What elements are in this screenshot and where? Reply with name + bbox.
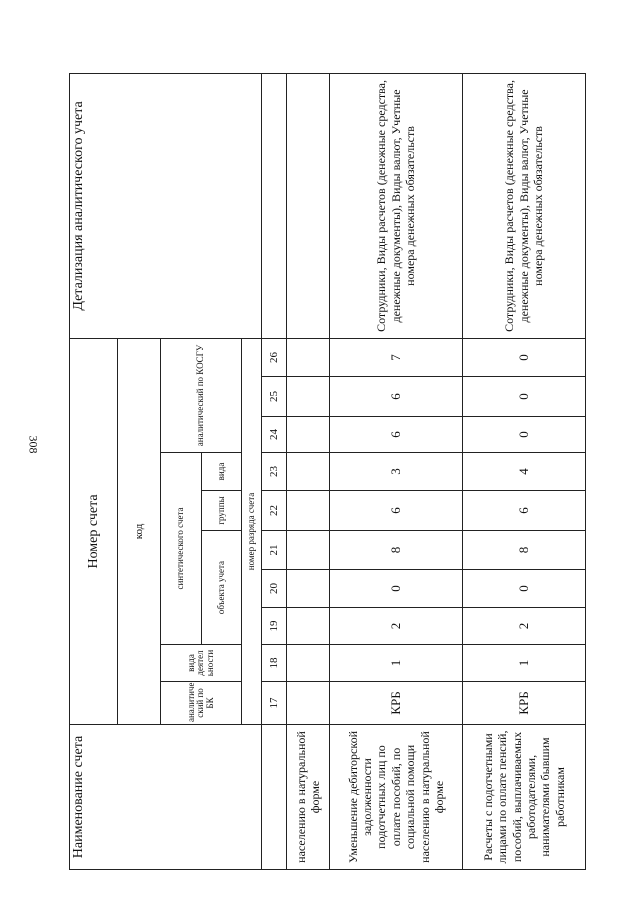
header-analytic-bk: аналитиче ский по БК xyxy=(161,682,242,725)
table-cell: 2 xyxy=(330,608,463,645)
table-cell: 7 xyxy=(330,338,463,376)
table-cell: 8 xyxy=(463,531,586,570)
digit-17: 17 xyxy=(262,682,287,725)
table-cell: 6 xyxy=(463,491,586,531)
header-analytic-kosgu: аналитический по КОСГУ xyxy=(161,338,242,452)
table-cell: 2 xyxy=(463,608,586,645)
digit-spacer-right xyxy=(262,73,287,338)
row-detail: Сотрудники, Виды расчетов (денежные средства, денежные документы), Виды валют, Учетные номера денежных обязательств xyxy=(463,73,586,338)
table-cell: 6 xyxy=(330,377,463,417)
table-cell: 0 xyxy=(463,338,586,376)
table-cell xyxy=(287,417,330,453)
table-cell: 1 xyxy=(463,645,586,682)
header-type: вида xyxy=(202,453,242,491)
digit-24: 24 xyxy=(262,417,287,453)
accounts-table xyxy=(69,73,586,870)
table-cell: КРБ xyxy=(463,682,586,725)
digit-18: 18 xyxy=(262,645,287,682)
table-cell: 6 xyxy=(330,491,463,531)
digit-19: 19 xyxy=(262,608,287,645)
table-cell: КРБ xyxy=(330,682,463,725)
rotated-page-content xyxy=(69,74,585,870)
digit-26: 26 xyxy=(262,338,287,376)
table-row xyxy=(287,73,330,869)
page-number: 308 xyxy=(26,435,41,454)
table-cell xyxy=(287,338,330,376)
header-account-number: Номер счета xyxy=(70,338,118,724)
table-cell xyxy=(287,608,330,645)
header-digit-number: номер разряда счета xyxy=(242,338,262,724)
row-name: населению в натуральной форме xyxy=(287,725,330,870)
header-groups: группы xyxy=(202,491,242,531)
digit-20: 20 xyxy=(262,570,287,608)
table-cell: 0 xyxy=(330,570,463,608)
row-detail xyxy=(287,73,330,338)
digit-23: 23 xyxy=(262,453,287,491)
digit-25: 25 xyxy=(262,377,287,417)
table-cell: 4 xyxy=(463,453,586,491)
table-row xyxy=(330,73,463,869)
digit-22: 22 xyxy=(262,491,287,531)
table-cell: 1 xyxy=(330,645,463,682)
header-analytic-detail: Детализация аналитического учета xyxy=(70,73,262,338)
row-detail: Сотрудники, Виды расчетов (денежные средства, денежные документы), Виды валют, Учетные номера денежных обязательств xyxy=(330,73,463,338)
table-cell xyxy=(287,570,330,608)
table-cell: 0 xyxy=(463,377,586,417)
table-cell xyxy=(287,531,330,570)
header-code: код xyxy=(118,338,161,724)
table-cell xyxy=(287,453,330,491)
header-activity-type: вида деятел ьности xyxy=(161,645,242,682)
table-cell: 3 xyxy=(330,453,463,491)
table-cell: 0 xyxy=(463,417,586,453)
row-name: Расчеты с подотчетными лицами по оплате пенсий, пособий, выплачиваемых работодателями, нанимателями бывшим работникам xyxy=(463,725,586,870)
row-name: Уменьшение дебиторской задолженности подотчетных лиц по оплате пособий, по социальной помощи населению в натуральной форме xyxy=(330,725,463,870)
table-cell: 8 xyxy=(330,531,463,570)
table-cell: 6 xyxy=(330,417,463,453)
table-row xyxy=(463,73,586,869)
header-accounting-object: объекта учета xyxy=(202,531,242,645)
header-synthetic-account: синтетического счета xyxy=(161,453,202,645)
table-cell: 0 xyxy=(463,570,586,608)
table-cell xyxy=(287,682,330,725)
table-cell xyxy=(287,645,330,682)
digit-spacer-left xyxy=(262,725,287,870)
header-account-name: Наименование счета xyxy=(70,725,262,870)
digit-21: 21 xyxy=(262,531,287,570)
table-cell xyxy=(287,377,330,417)
table-cell xyxy=(287,491,330,531)
